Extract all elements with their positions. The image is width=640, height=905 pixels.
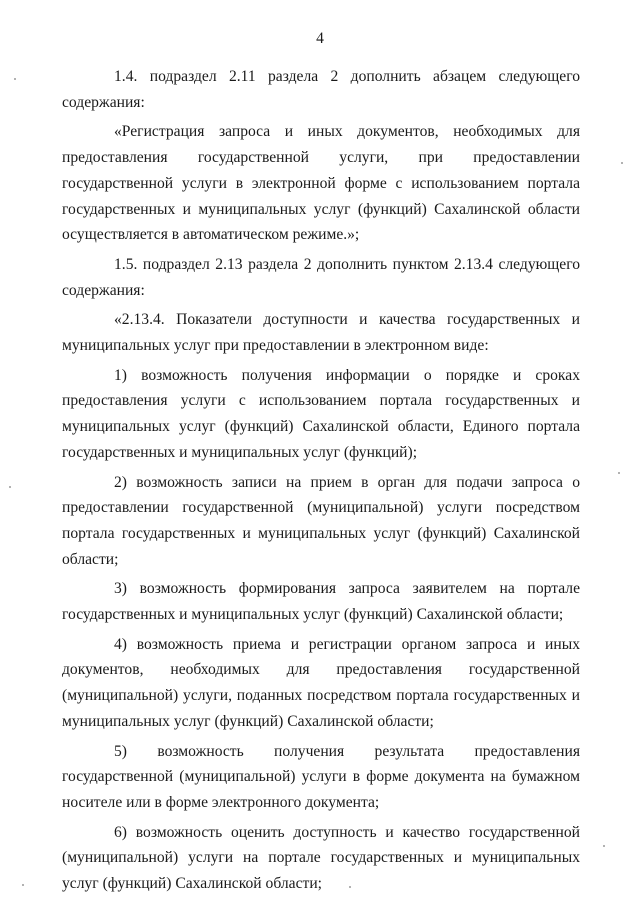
scan-speck [14, 78, 16, 80]
paragraph-quote-registration: «Регистрация запроса и иных документов, необходимых для предоставления государственной услуги, при предоставлении государственной услуги в электронной форме с использованием портала государственных и муниципальных услуг (функций) Сахалинской области осуществляется в автоматическом режиме.»; [62, 123, 580, 244]
page-number: 4 [316, 30, 324, 47]
scan-speck [9, 486, 11, 488]
list-item-2: 2) возможность записи на прием в орган для подачи запроса о предоставлении государственной (муниципальной) услуги посредством портала государственных и муниципальных услуг (функций) Сахалинской области; [62, 473, 580, 568]
list-item-1: 1) возможность получения информации о порядке и сроках предоставления услуги с использованием портала государственных и муниципальных услуг (функций) Сахалинской области, Единого портала государственных и муниципальных услуг (функций); [62, 366, 580, 461]
scan-speck [621, 162, 623, 164]
paragraph-1-5: 1.5. подраздел 2.13 раздела 2 дополнить пунктом 2.13.4 следующего содержания: [62, 255, 580, 299]
list-item-6: 6) возможность оценить доступность и качество государственной (муниципальной) услуги на портале государственных и муниципальных услуг (функций) Сахалинской области; [62, 823, 580, 893]
list-item-3: 3) возможность формирования запроса заявителем на портале государственных и муниципальных услуг (функций) Сахалинской области; [62, 580, 580, 624]
paragraph-1-4: 1.4. подраздел 2.11 раздела 2 дополнить абзацем следующего содержания: [62, 68, 580, 111]
scan-speck [349, 886, 351, 888]
paragraph-2-13-4: «2.13.4. Показатели доступности и качества государственных и муниципальных услуг при предоставлении в электронном виде: [62, 311, 580, 355]
document-body [62, 64, 580, 897]
scan-speck [603, 845, 605, 847]
scan-speck [22, 884, 24, 886]
scan-speck [618, 472, 620, 474]
list-item-5: 5) возможность получения результата предоставления государственной (муниципальной) услуги в форме документа на бумажном носителе или в форме электронного документа; [62, 742, 580, 811]
list-item-4: 4) возможность приема и регистрации органом запроса и иных документов, необходимых для предоставления государственной (муниципальной) услуги, поданных посредством портала государственных и муниципальных услуг (функций) Сахалинской области; [62, 635, 580, 730]
